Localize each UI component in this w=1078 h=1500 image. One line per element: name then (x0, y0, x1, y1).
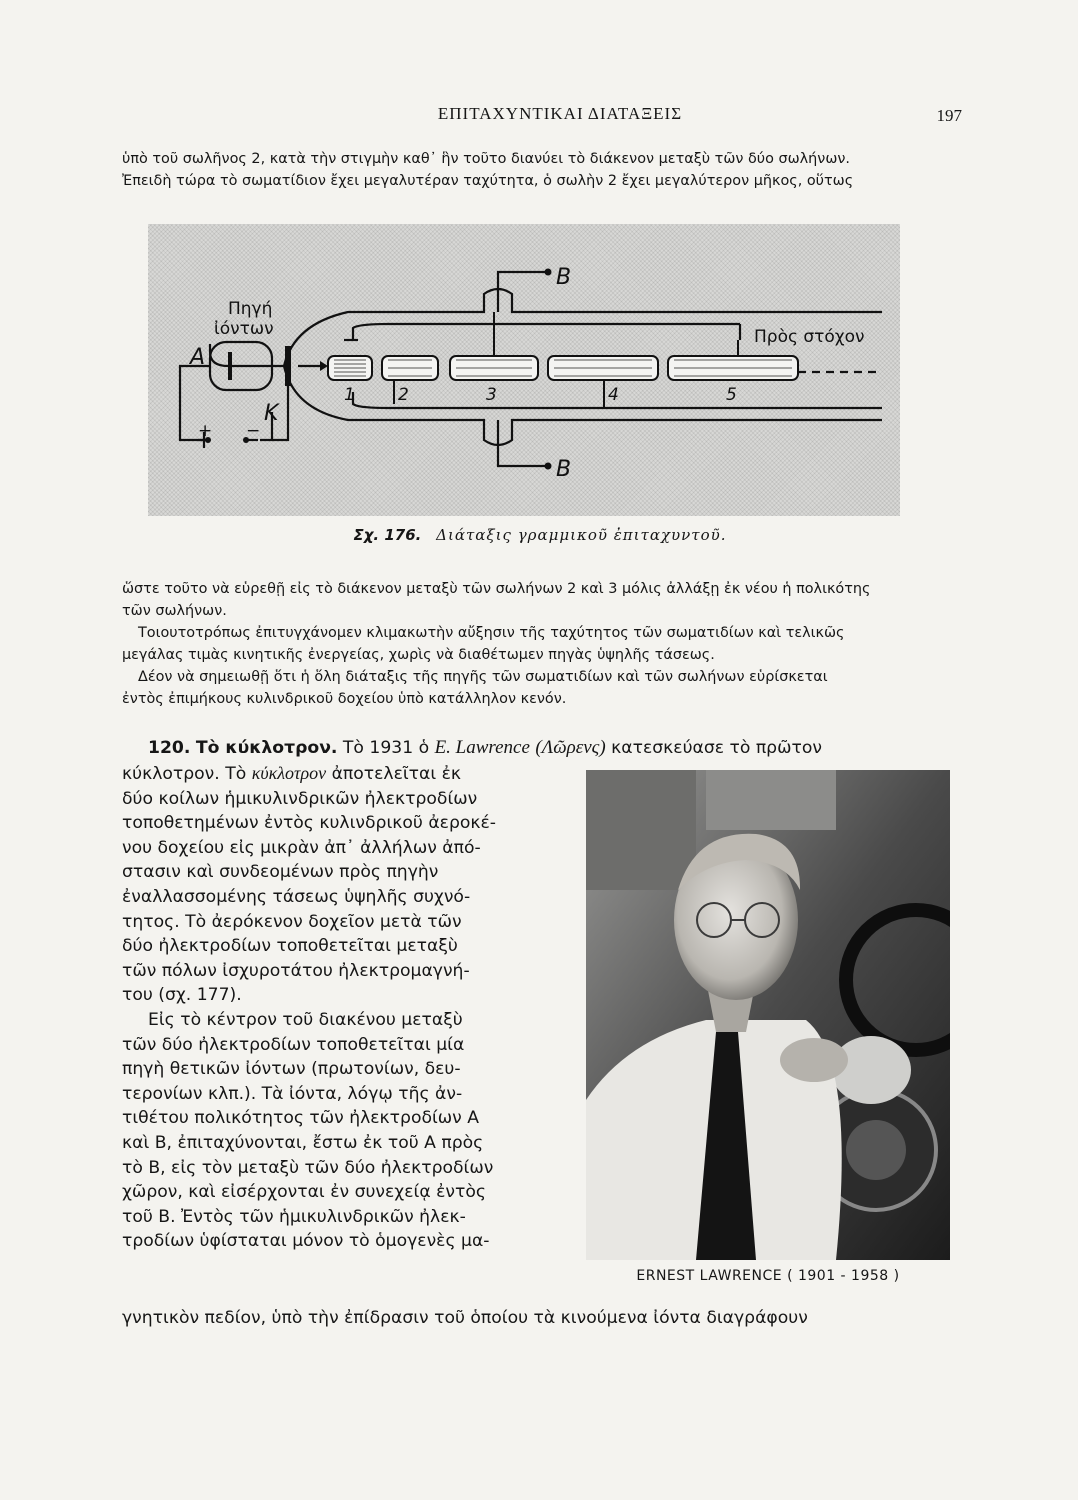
page-number: 197 (936, 106, 962, 125)
tube-number-2: 2 (398, 385, 409, 405)
text-line: τροδίων ὑφίσταται μόνον τὸ ὁμογενὲς μα- (122, 1231, 490, 1252)
person-name-greek: (Λῶρενς) (535, 737, 606, 758)
text-line: Ἐπειδὴ τώρα τὸ σωματίδιον ἔχει μεγαλυτέραν ταχύτητα, ὁ σωλὴν 2 ἔχει μεγαλύτερον μῆκος, οὕτως (122, 173, 854, 189)
figure-caption-text: Διάταξις γραμμικοῦ ἐπιταχυντοῦ. (436, 526, 727, 544)
figure-number: Σχ. 176. (353, 526, 422, 544)
text-line: χῶρον, καὶ εἰσέρχονται ἐν συνεχείᾳ ἐντὸς (122, 1182, 486, 1203)
linear-accelerator-figure (148, 224, 900, 516)
text-line: τῶν δύο ἠλεκτροδίων τοποθετεῖται μία (122, 1034, 465, 1055)
portrait-illustration (586, 770, 950, 1260)
text-line: μεγάλας τιμὰς κινητικῆς ἐνεργείας, χωρὶς νὰ διαθέτωμεν πηγὰς ὑψηλῆς τάσεως. (122, 647, 715, 663)
person-name: E. Lawrence (434, 737, 530, 758)
label-plus: + (198, 421, 213, 441)
section-year-text: Τὸ 1931 ὁ (342, 738, 430, 758)
text-line: τὸ B, εἰς τὸν μεταξὺ τῶν δύο ἠλεκτροδίων (122, 1157, 494, 1178)
tube-number-1: 1 (344, 385, 355, 405)
text-line: στασιν καὶ συνδεομένων πρὸς πηγὴν (122, 862, 439, 883)
text-line: τῶν σωλήνων. (122, 603, 227, 619)
tube-number-5: 5 (726, 385, 737, 405)
section-line1-end: κατεσκεύασε τὸ πρῶτον (611, 738, 822, 758)
text-line: ἐντὸς ἐπιμήκους κυλινδρικοῦ δοχείου ὑπὸ κατάλληλον κενόν. (122, 691, 567, 707)
text-line: ὥστε τοῦτο νὰ εὑρεθῇ εἰς τὸ διάκενον μεταξὺ τῶν σωλήνων 2 καὶ 3 μόλις ἀλλάξῃ ἐκ νέου ἡ πολικότης (122, 581, 871, 597)
accelerator-diagram (148, 224, 900, 516)
label-source-line1: Πηγή (228, 299, 273, 319)
text-line: δύο κοίλων ἡμικυλινδρικῶν ἠλεκτροδίων (122, 788, 478, 809)
cyclotron-text-column (122, 761, 552, 1254)
label-electrode-b-top: B (556, 265, 572, 290)
line2-end: ἀποτελεῖται ἐκ (331, 764, 462, 784)
tube-number-4: 4 (608, 385, 619, 405)
text-line: τητος. Τὸ ἀερόκενον δοχεῖον μετὰ τῶν (122, 911, 462, 932)
text-line: Εἰς τὸ κέντρον τοῦ διακένου μεταξὺ (148, 1009, 463, 1030)
after-figure-paragraphs (122, 578, 952, 710)
electrode-dot-top (545, 269, 552, 276)
section-heading-line (122, 736, 952, 761)
text-line: δύο ἠλεκτροδίων τοποθετεῖται μεταξὺ (122, 936, 458, 957)
section-number: 120. (148, 738, 191, 758)
portrait-photo (586, 770, 950, 1260)
section-title: Τὸ κύκλοτρον. (195, 738, 338, 758)
tube-number-3: 3 (486, 385, 497, 405)
photo-caption: ERNEST LAWRENCE ( 1901 - 1958 ) (636, 1268, 900, 1284)
text-line: Δέον νὰ σημειωθῇ ὅτι ἡ ὅλη διάταξις τῆς πηγῆς τῶν σωματιδίων καὶ τῶν σωλήνων εὑρίσκεται (138, 669, 828, 685)
line2-start: κύκλοτρον. Τὸ (122, 764, 247, 784)
text-line: καὶ B, ἐπιταχύνονται, ἔστω ἐκ τοῦ A πρὸς (122, 1132, 484, 1153)
text-line: τοποθετημένων ἐντὸς κυλινδρικοῦ ἀεροκέ- (122, 813, 496, 834)
label-electrode-b-bottom: B (556, 457, 572, 482)
text-line: νου δοχείου εἰς μικρὰν ἀπ᾽ ἀλλήλων ἀπό- (122, 837, 481, 858)
label-cathode: K (264, 401, 279, 426)
text-line (122, 761, 552, 787)
text-line: τῶν πόλων ἰσχυροτάτου ἠλεκτρομαγνή- (122, 960, 470, 981)
text-line: ἐναλλασσομένης τάσεως ὑψηλῆς συχνό- (122, 886, 471, 907)
label-target: Πρὸς στόχον (754, 327, 865, 347)
text-line: του (σχ. 177). (122, 985, 242, 1006)
electrode-wire-top (498, 272, 548, 312)
intro-paragraph (122, 148, 952, 192)
label-source-line2: ἰόντων (214, 319, 274, 339)
label-anode: A (190, 345, 206, 370)
text-line: Τοιουτοτρόπως ἐπιτυγχάνομεν κλιμακωτὴν αὔξησιν τῆς ταχύτητος τῶν σωματιδίων καὶ τελικῶς (138, 625, 845, 641)
text-line: τιθέτου πολικότητος τῶν ἠλεκτροδίων A (122, 1108, 480, 1129)
running-header: ΕΠΙΤΑΧΥΝΤΙΚΑΙ ΔΙΑΤΑΞΕΙΣ (437, 104, 683, 123)
final-line: γνητικὸν πεδίον, ὑπὸ τὴν ἐπίδρασιν τοῦ ὁποίου τὰ κινούμενα ἰόντα διαγράφουν (122, 1308, 808, 1328)
text-line: πηγὴ θετικῶν ἰόντων (πρωτονίων, δευ- (122, 1059, 461, 1080)
label-minus: − (246, 421, 261, 441)
text-line: ὑπὸ τοῦ σωλῆνος 2, κατὰ τὴν στιγμὴν καθ᾽ ἣν τοῦτο διανύει τὸ διάκενον μεταξὺ τῶν δύο σωλήνων. (122, 151, 850, 167)
electrode-dot-bottom (545, 463, 552, 470)
cyclotron-term: κύκλοτρον (251, 763, 327, 783)
figure-caption (200, 526, 880, 544)
text-line: τερονίων κλπ.). Τὰ ἰόντα, λόγῳ τῆς ἀν- (122, 1083, 463, 1104)
text-line: τοῦ B. Ἐντὸς τῶν ἡμικυλινδρικῶν ἠλεκ- (122, 1206, 466, 1227)
